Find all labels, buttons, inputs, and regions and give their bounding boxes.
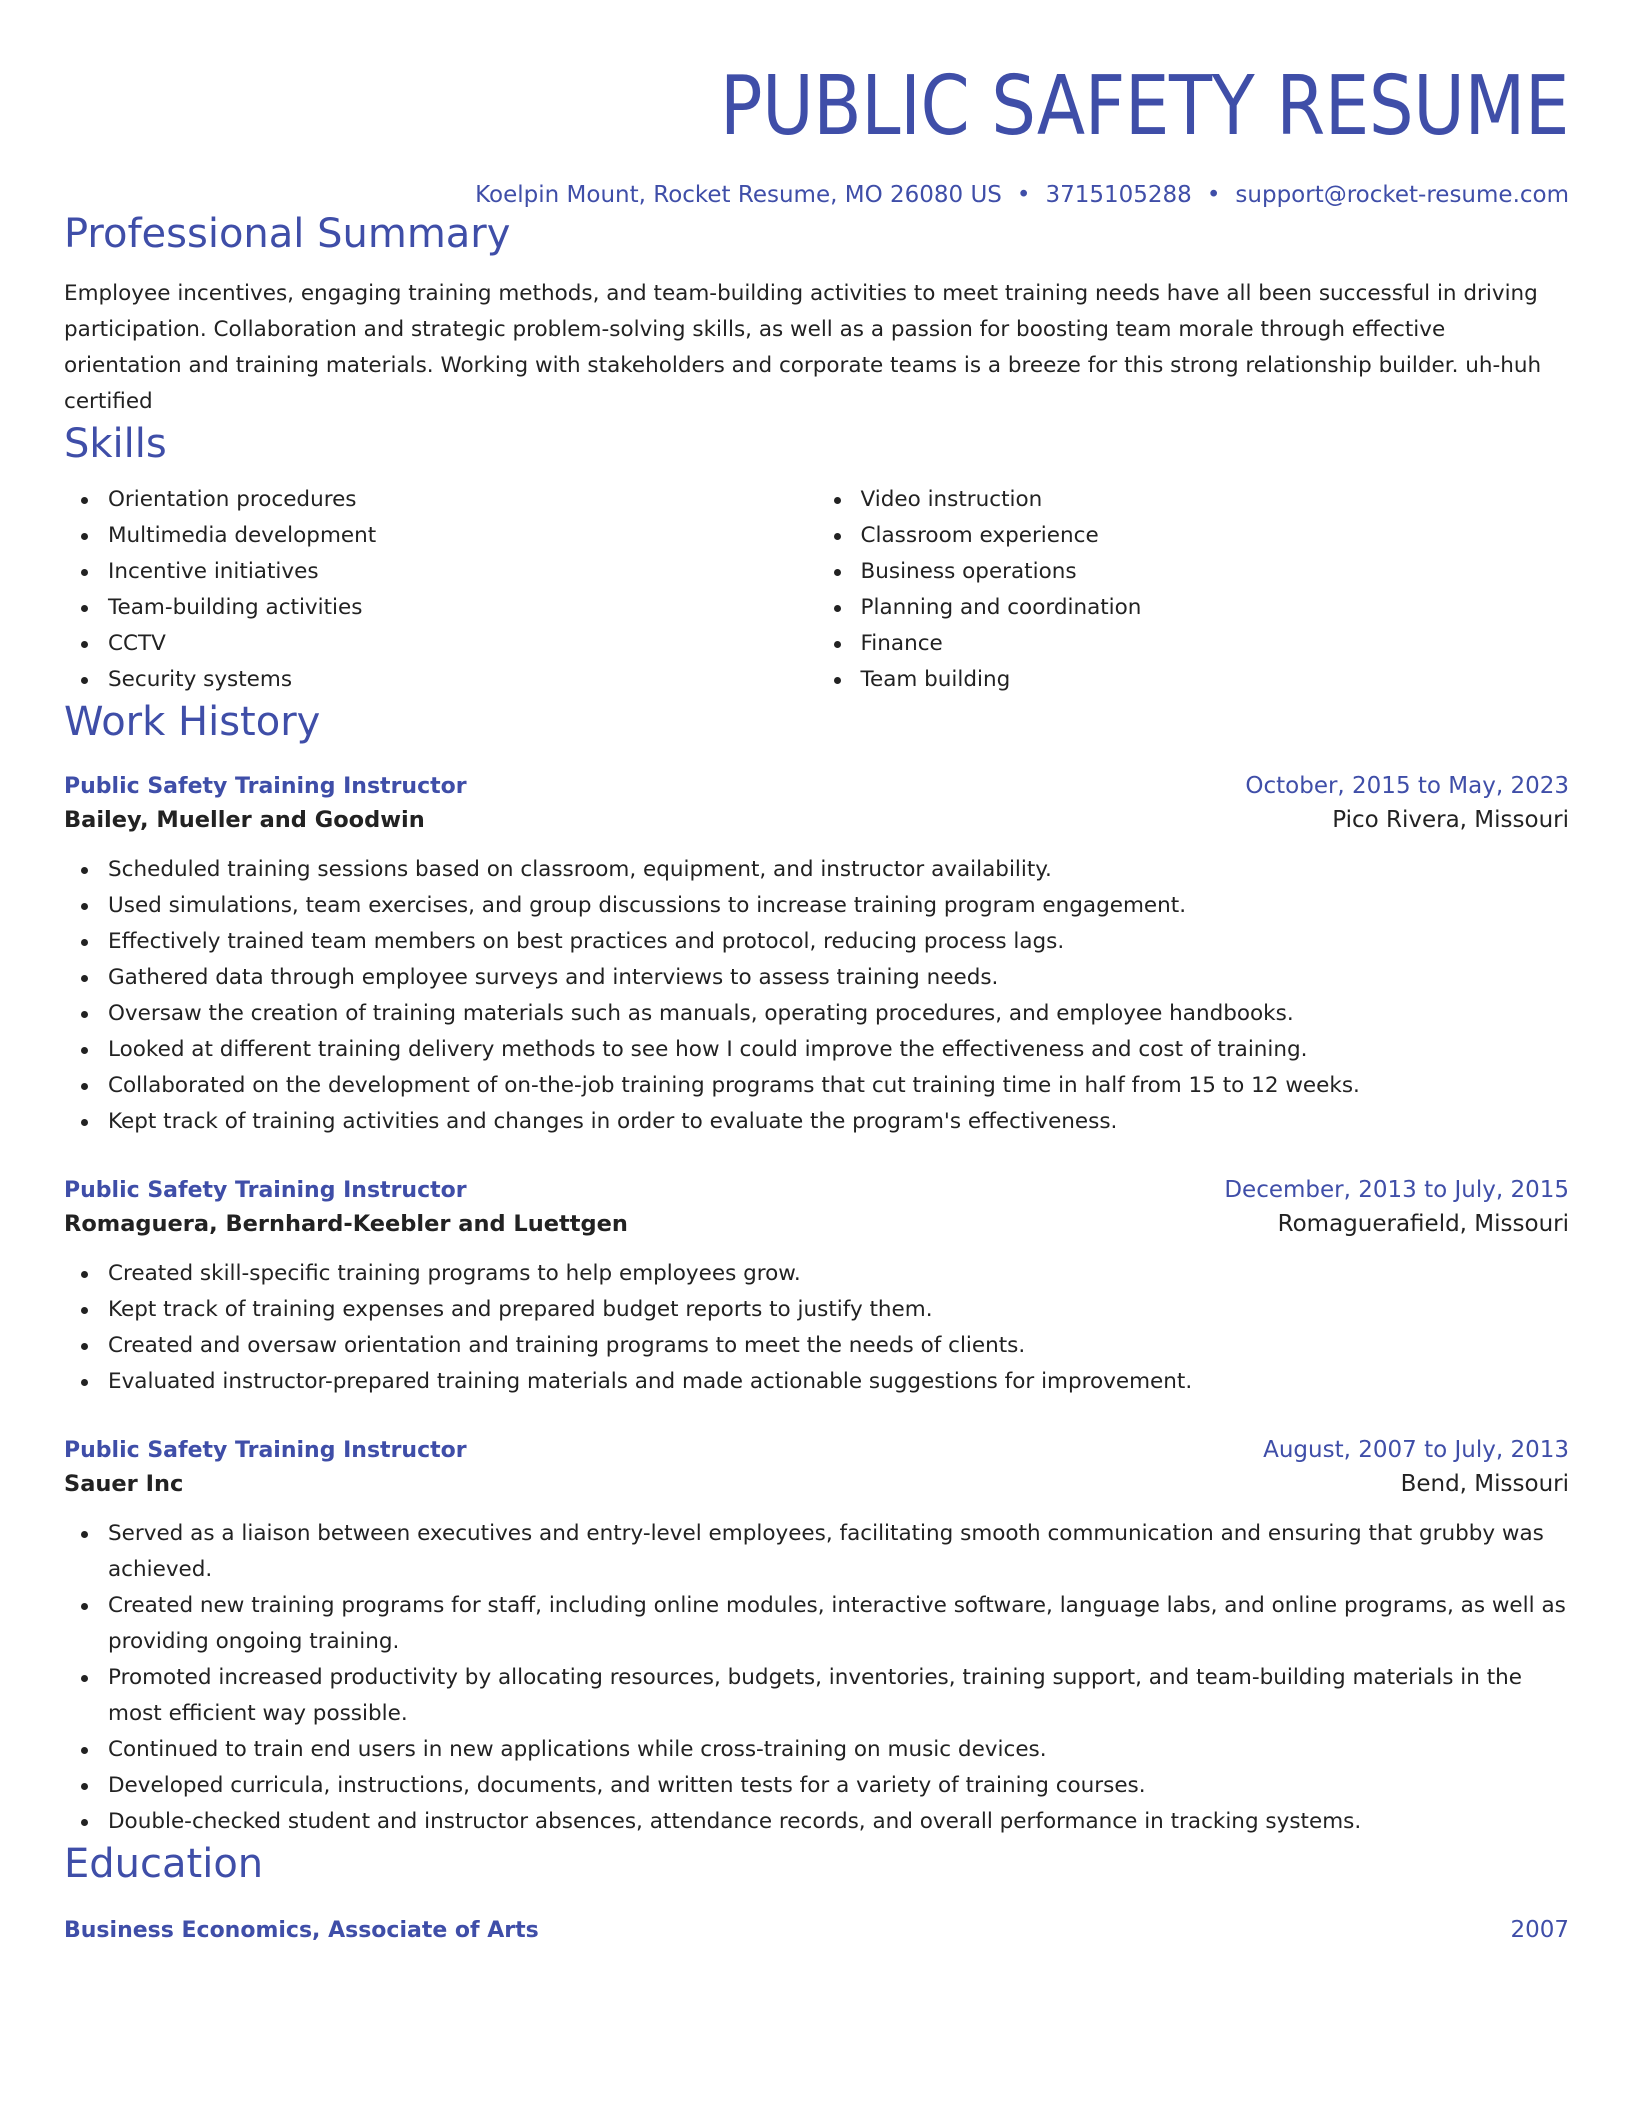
job-location: Pico Rivera, Missouri <box>1332 807 1569 833</box>
job-bullet: Double-checked student and instructor absences, attendance records, and overall performance in tracking systems. <box>64 1804 1569 1840</box>
job-entry <box>64 1174 1569 1400</box>
job-bullet: Effectively trained team members on best practices and protocol, reducing process lags. <box>64 924 1569 960</box>
address: Koelpin Mount, Rocket Resume, MO 26080 US <box>475 182 1002 208</box>
job-bullet: Served as a liaison between executives and entry-level employees, facilitating smooth communication and ensuring that grubby was achieved. <box>64 1516 1569 1588</box>
job-entry <box>64 770 1569 1140</box>
skills-list <box>64 482 1569 698</box>
separator-dot: • <box>1016 182 1031 208</box>
job-bullet: Evaluated instructor-prepared training materials and made actionable suggestions for improvement. <box>64 1364 1569 1400</box>
skill-item: Planning and coordination <box>817 590 1570 626</box>
skill-item: Multimedia development <box>64 518 817 554</box>
skill-item: Team-building activities <box>64 590 817 626</box>
skill-item: Incentive initiatives <box>64 554 817 590</box>
job-title: Public Safety Training Instructor <box>64 774 467 799</box>
skill-item: Team building <box>817 662 1570 698</box>
skills-column-right <box>817 482 1570 698</box>
job-bullet: Kept track of training activities and changes in order to evaluate the program's effectiveness. <box>64 1104 1569 1140</box>
phone-number: 3715105288 <box>1045 182 1192 208</box>
job-bullet: Continued to train end users in new applications while cross-training on music devices. <box>64 1732 1569 1768</box>
job-header <box>64 770 1569 803</box>
skill-item: Finance <box>817 626 1570 662</box>
skill-item: Video instruction <box>817 482 1570 518</box>
job-dates: October, 2015 to May, 2023 <box>1245 773 1569 799</box>
job-entry <box>64 1434 1569 1840</box>
job-title: Public Safety Training Instructor <box>64 1178 467 1203</box>
job-bullet: Scheduled training sessions based on classroom, equipment, and instructor availability. <box>64 852 1569 888</box>
job-subheader <box>64 1207 1569 1241</box>
skill-item: Classroom experience <box>817 518 1570 554</box>
section-heading-education: Education <box>64 1841 264 1887</box>
education-entry <box>64 1914 1569 1947</box>
job-bullets <box>64 1516 1569 1840</box>
job-dates: December, 2013 to July, 2015 <box>1224 1177 1569 1203</box>
job-bullet: Promoted increased productivity by allocating resources, budgets, inventories, training support, and team-building materials in the most efficient way possible. <box>64 1660 1569 1732</box>
company-name: Bailey, Mueller and Goodwin <box>64 807 425 833</box>
job-bullet: Developed curricula, instructions, documents, and written tests for a variety of training courses. <box>64 1768 1569 1804</box>
graduation-year: 2007 <box>1510 1917 1569 1943</box>
job-bullet: Collaborated on the development of on-the-job training programs that cut training time in half from 15 to 12 weeks. <box>64 1068 1569 1104</box>
degree-name: Business Economics, Associate of Arts <box>64 1918 539 1943</box>
company-name: Sauer Inc <box>64 1471 184 1497</box>
job-location: Bend, Missouri <box>1400 1471 1569 1497</box>
job-bullets <box>64 1256 1569 1400</box>
job-location: Romaguerafield, Missouri <box>1277 1211 1569 1237</box>
section-heading-work-history: Work History <box>64 699 321 745</box>
job-bullet: Gathered data through employee surveys and interviews to assess training needs. <box>64 960 1569 996</box>
job-subheader <box>64 1467 1569 1501</box>
job-bullet: Created and oversaw orientation and training programs to meet the needs of clients. <box>64 1328 1569 1364</box>
job-subheader <box>64 803 1569 837</box>
job-bullet: Created new training programs for staff, including online modules, interactive software, language labs, and online programs, as well as providing ongoing training. <box>64 1588 1569 1660</box>
section-heading-skills: Skills <box>64 421 167 467</box>
company-name: Romaguera, Bernhard-Keebler and Luettgen <box>64 1211 628 1237</box>
job-header <box>64 1434 1569 1467</box>
job-bullet: Looked at different training delivery methods to see how I could improve the effectiveness and cost of training. <box>64 1032 1569 1068</box>
job-bullet: Oversaw the creation of training materials such as manuals, operating procedures, and employee handbooks. <box>64 996 1569 1032</box>
job-bullet: Kept track of training expenses and prepared budget reports to justify them. <box>64 1292 1569 1328</box>
job-dates: August, 2007 to July, 2013 <box>1263 1437 1569 1463</box>
page-title: PUBLIC SAFETY RESUME <box>719 59 1569 154</box>
skill-item: CCTV <box>64 626 817 662</box>
skills-column-left <box>64 482 817 698</box>
job-bullet: Used simulations, team exercises, and group discussions to increase training program engagement. <box>64 888 1569 924</box>
job-header <box>64 1174 1569 1207</box>
separator-dot: • <box>1206 182 1221 208</box>
contact-line <box>64 180 1569 210</box>
job-bullet: Created skill-specific training programs to help employees grow. <box>64 1256 1569 1292</box>
summary-text: Employee incentives, engaging training methods, and team-building activities to meet training needs have all been successful in driving participation. Collaboration and strategic problem-solving skills, as well as a passion for boosting team morale through effective orientation and training materials. Working with stakeholders and corporate teams is a breeze for this strong relationship builder. uh-huh certified <box>64 281 1542 414</box>
job-title: Public Safety Training Instructor <box>64 1438 467 1463</box>
job-bullets <box>64 852 1569 1140</box>
section-heading-summary: Professional Summary <box>64 211 511 257</box>
email-address: support@rocket-resume.com <box>1235 182 1569 208</box>
skill-item: Security systems <box>64 662 817 698</box>
skill-item: Business operations <box>817 554 1570 590</box>
skill-item: Orientation procedures <box>64 482 817 518</box>
